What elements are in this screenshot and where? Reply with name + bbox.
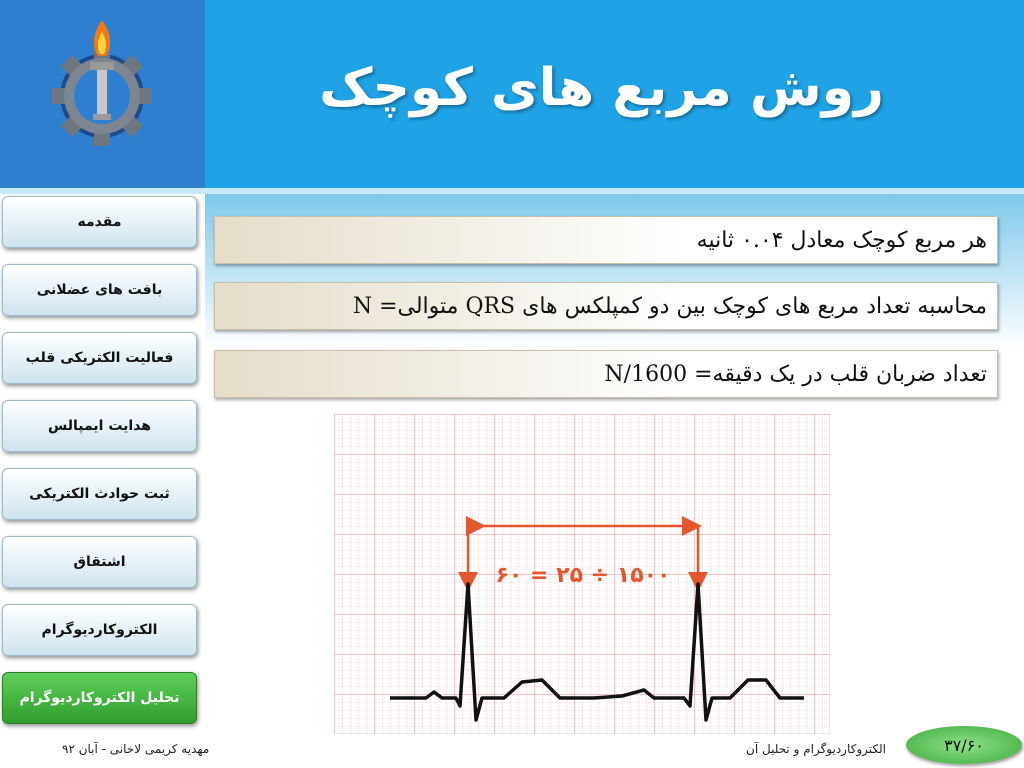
slide-title: روش مربع های کوچک — [319, 58, 884, 118]
bullet-heart-rate-formula: تعداد ضربان قلب در یک دقیقه= 1600/N — [214, 350, 998, 398]
nav-item-heart-electrical-activity[interactable]: فعالیت الکتریکی قلب — [2, 332, 197, 384]
footer-author-date: مهدیه کریمی لاخانی - آبان ۹۲ — [62, 742, 210, 756]
heart-rate-formula-label: ۱۵۰۰ ÷ ۲۵ = ۶۰ — [495, 563, 671, 588]
bullet-small-square-duration: هر مربع کوچک معادل ۰.۰۴ ثانیه — [214, 216, 998, 264]
nav-item-muscle-tissue[interactable]: بافت های عضلانی — [2, 264, 197, 316]
nav-item-ecg-analysis[interactable]: تحلیل الکتروکاردیوگرام — [2, 672, 197, 724]
ecg-strip-figure — [334, 414, 830, 734]
page-number-badge: ۳۷/۶۰ — [906, 726, 1022, 764]
nav-item-electrocardiogram[interactable]: الکتروکاردیوگرام — [2, 604, 197, 656]
logo-panel — [0, 0, 205, 188]
nav-item-electrical-events-recording[interactable]: ثبت حوادث الکتریکی — [2, 468, 197, 520]
nav-item-introduction[interactable]: مقدمه — [2, 196, 197, 248]
nav-item-leads[interactable]: اشتقاق — [2, 536, 197, 588]
nav-item-impulse-conduction[interactable]: هدایت ایمپالس — [2, 400, 197, 452]
bullet-count-squares-between-qrs: محاسبه تعداد مربع های کوچک بین دو کمپلکس های QRS متوالی= N — [214, 282, 998, 330]
university-logo-icon — [0, 0, 205, 188]
footer-course-title: الکتروکاردیوگرام و تحلیل آن — [746, 742, 886, 756]
slide-header — [0, 0, 1024, 188]
